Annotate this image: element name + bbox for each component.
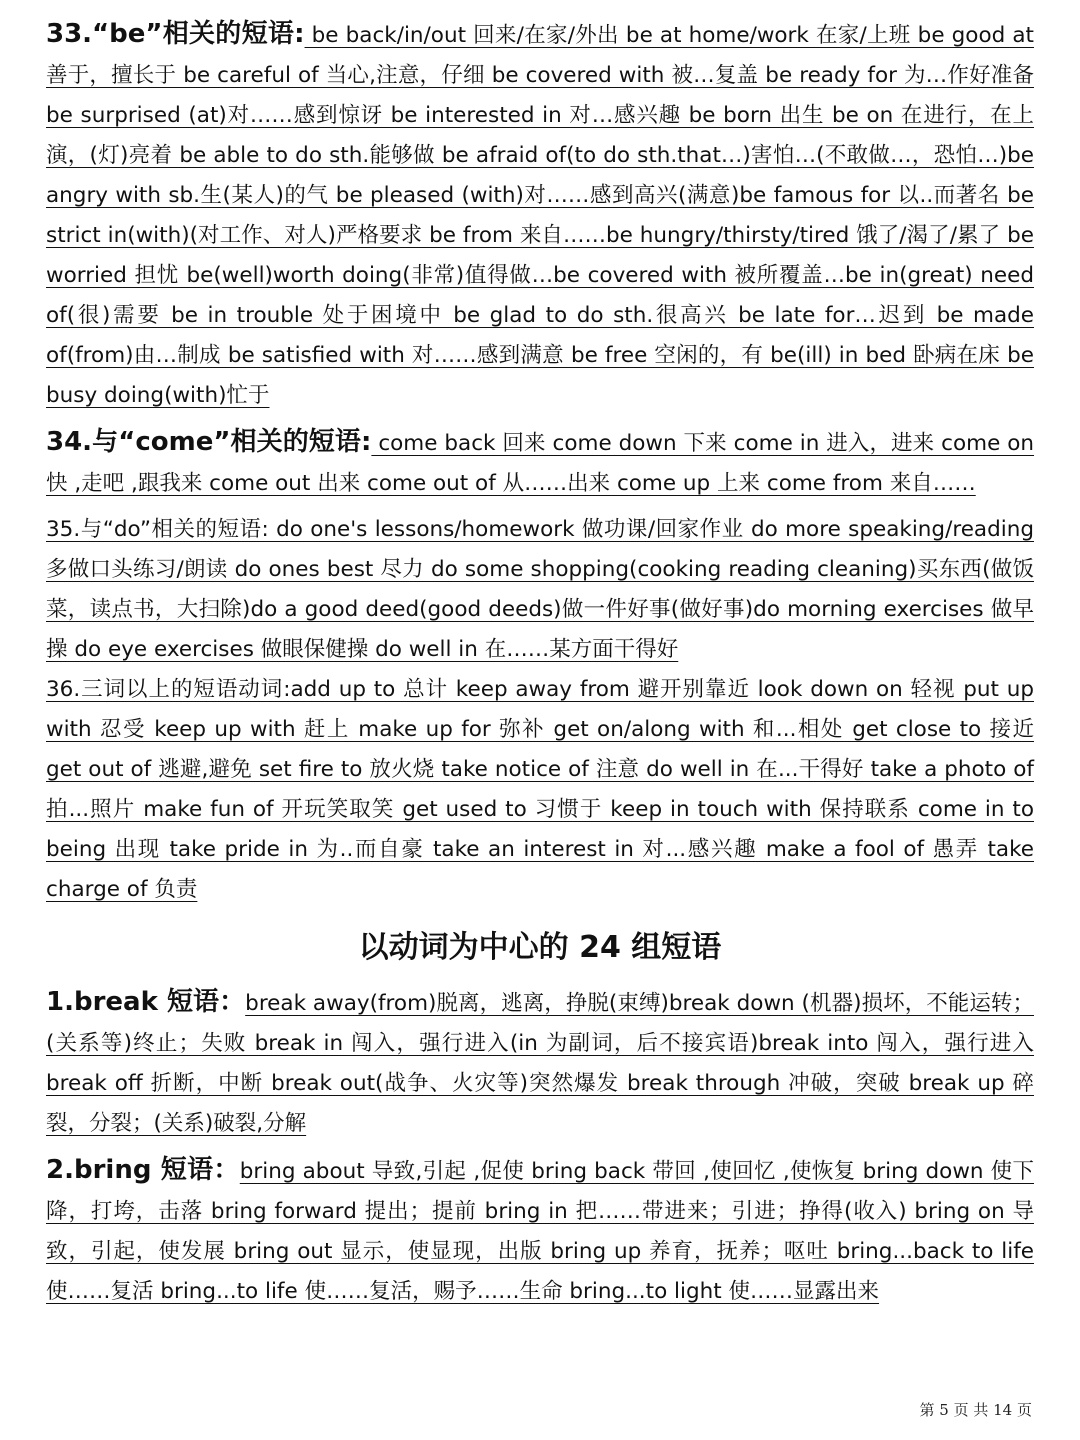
- section-heading: 2.bring 短语：: [46, 1155, 240, 1185]
- section-bring-phrases: [46, 1150, 1034, 1312]
- center-title: 以动词为中心的 24 组短语: [358, 930, 722, 965]
- section-heading: 1.break 短语：: [46, 987, 246, 1017]
- section-text: bring about 导致,引起 ,促使 bring back 带回 ,使回忆 ,使恢复 bring down 使下降，打垮，击落 bring forward 提出；提前 bring in 把……带进来；引进；挣得(收入) bring on 导致，引起，使发展 bring out 显示，使显现，出版 bring up 养育，抚养；呕吐 bring...back to life 使……复活 bring...to life 使……复活，赐予……生命 bring...to light 使……显露出来: [46, 1159, 1034, 1304]
- section-text: break away(from)脱离，逃离，挣脱(束缚)break down (机器)损坏，不能运转；(关系等)终止；失败 break in 闯入，强行进入(in 为副词，后不接宾语)break into 闯入，强行进入 break off 折断，中断 break out(战争、火灾等)突然爆发 break through 冲破，突破 break up 碎裂，分裂；(关系)破裂,分解: [46, 991, 1034, 1136]
- section-heading: 34.与“come”相关的短语:: [46, 427, 372, 457]
- page-number-footer: 第 5 页 共 14 页: [919, 1401, 1032, 1419]
- section-36-phrasal-verbs: [46, 670, 1034, 910]
- section-text: 36.三词以上的短语动词:add up to 总计 keep away from 避开别靠近 look down on 轻视 put up with 忍受 keep up with 赶上 make up for 弥补 get on/along with 和...相处 get close to 接近 get out of 逃避,避免 set fire to 放火烧 take notice of 注意 do well in 在...干得好 take a photo of 拍...照片 make fun of 开玩笑取笑 get used to 习惯于 keep in touch with 保持联系 come in to being 出现 take pride in 为..而自豪 take an interest in 对...感兴趣 make a fool of 愚弄 take charge of 负责: [46, 677, 1034, 902]
- section-text: be back/in/out 回来/在家/外出 be at home/work 在家/上班 be good at 善于，擅长于 be careful of 当心,注意，仔细 be covered with 被…复盖 be ready for 为…作好准备 be surprised (at)对……感到惊讶 be interested in 对…感兴趣 be born 出生 be on 在进行，在上演，(灯)亮着 be able to do sth.能够做 be afraid of(to do sth.that…)害怕…(不敢做…，恐怕…)be angry with sb.生(某人)的气 be pleased (with)对……感到高兴(满意)be famous for 以..而著名 be strict in(with)(对工作、对人)严格要求 be from 来自……be hungry/thirsty/tired 饿了/渴了/累了 be worried 担忧 be(well)worth doing(非常)值得做…be covered with 被所覆盖…be in(great) need of(很)需要 be in trouble 处于困境中 be glad to do sth.很高兴 be late for…迟到 be made of(from)由…制成 be satisfied with 对……感到满意 be free 空闲的，有 be(ill) in bed 卧病在床 be busy doing(with)忙于: [46, 23, 1034, 408]
- section-heading: 33.“be”相关的短语:: [46, 19, 305, 49]
- section-34-come-phrases: [46, 422, 1034, 504]
- section-text: 35.与“do”相关的短语: do one's lessons/homework 做功课/回家作业 do more speaking/reading 多做口头练习/朗读 do ones best 尽力 do some shopping(cooking reading cleaning)买东西(做饭菜，读点书，大扫除)do a good deed(good deeds)做一件好事(做好事)do morning exercises 做早操 do eye exercises 做眼保健操 do well in 在……某方面干得好: [46, 517, 1034, 662]
- section-break-phrases: [46, 982, 1034, 1144]
- section-35-do-phrases: [46, 510, 1034, 670]
- section-33-be-phrases: [46, 14, 1034, 416]
- document-page: [46, 14, 1034, 1318]
- section-text: come back 回来 come down 下来 come in 进入，进来 come on 快 ,走吧 ,跟我来 come out 出来 come out of 从……出来 come up 上来 come from 来自……: [46, 431, 1035, 496]
